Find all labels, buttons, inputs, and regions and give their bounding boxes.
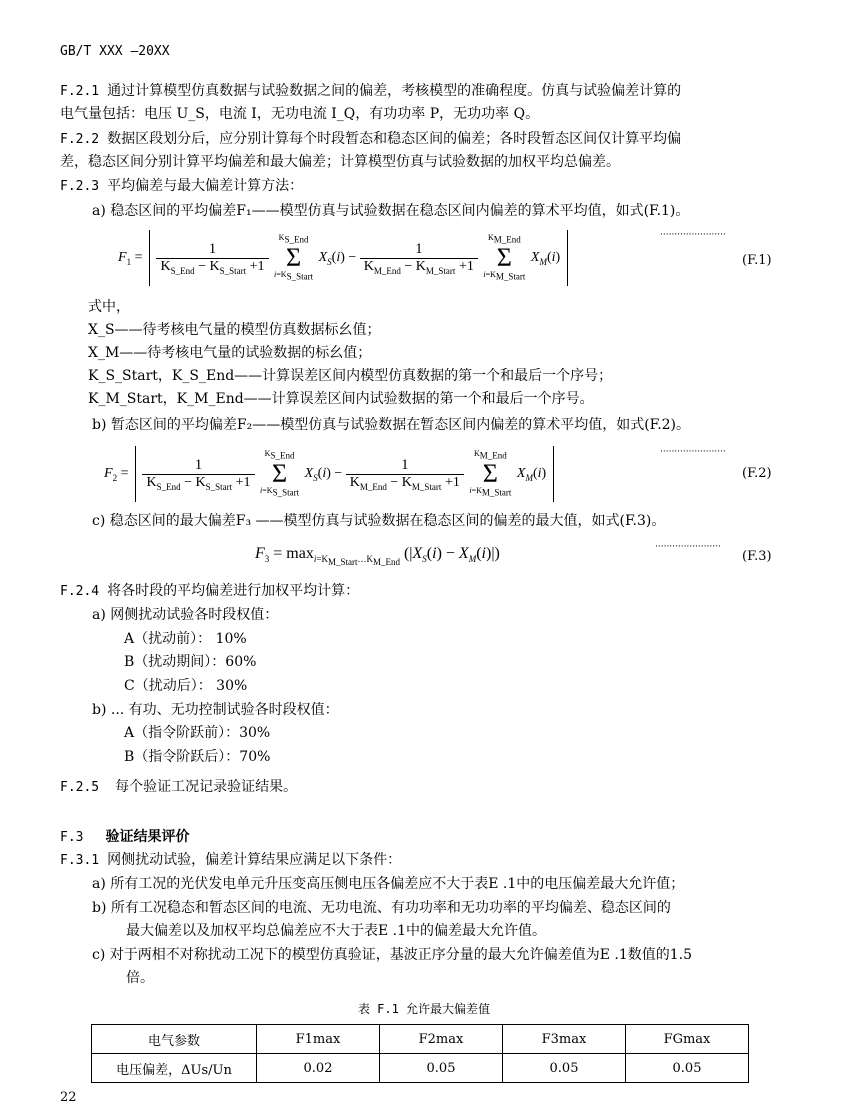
section-title: 平均偏差与最大偏差计算方法： xyxy=(107,178,304,194)
table-cell: 0.05 xyxy=(380,1054,503,1083)
section-f22 xyxy=(60,128,780,174)
section-f21 xyxy=(60,80,780,126)
dot-leader: ······················· xyxy=(655,542,721,552)
equation-number: (F.1) xyxy=(742,253,772,268)
section-number: F.3 xyxy=(60,830,84,845)
paragraph-text: 通过计算模型仿真数据与试验数据之间的偏差，考核模型的准确程度。仿真与试验偏差计算的 xyxy=(107,83,682,99)
equation-number: (F.2) xyxy=(742,466,772,481)
table-header-cell: F3max xyxy=(503,1025,626,1054)
section-number: F.3.1 xyxy=(60,853,100,868)
paragraph-text: 数据区段划分后，应分别计算每个时段暂态和稳态区间的偏差；各时段暂态区间仅计算平均偏 xyxy=(107,131,682,147)
where-line: K_S_Start，K_S_End——计算误差区间内模型仿真数据的第一个和最后一个序号； xyxy=(88,368,613,384)
weight-item: A（扰动前）： 10% xyxy=(124,631,247,647)
section-title: 将各时段的平均偏差进行加权平均计算： xyxy=(107,583,360,599)
table-header-cell: F2max xyxy=(380,1025,503,1054)
section-f23 xyxy=(60,175,780,198)
table-header-row xyxy=(92,1025,749,1054)
paragraph-text: 电气量包括：电压 U_S，电流 I，无功电流 I_Q，有功功率 P，无功功率 Q。 xyxy=(60,106,540,122)
weight-item: B（扰动期间）：60% xyxy=(124,654,257,670)
section-title: 每个验证工况记录验证结果。 xyxy=(115,779,298,795)
where-line: X_S——待考核电气量的模型仿真数据标幺值； xyxy=(88,322,381,338)
section-f25 xyxy=(60,776,780,799)
list-item-a: a) 所有工况的光伏发电单元升压变高压侧电压各偏差应不大于表E .1中的电压偏差最大允许值； xyxy=(92,876,685,892)
equation-f3: $F_3 = \max_{i=K_{M\_Start}\dots K_{M\_End}} (|X_S(i) - X_M(i)|)$ xyxy=(255,545,500,567)
section-number: F.2.3 xyxy=(60,179,100,194)
equation-f1: $F_1$ = $\frac{1}{K_{S\_End} - K_{S\_Start} +1}$ $K_{S\_End}$ Σ $i=K_{S\_Start}$ $X_S(i)$ − $\frac{1}{K_{M\_End} - K_{M\_Start} +1}$ $K_{M\_End}$ Σ $i=K_{M\_Start}$ $X_M(i)$ xyxy=(118,230,571,286)
section-title: 网侧扰动试验，偏差计算结果应满足以下条件： xyxy=(107,852,402,868)
list-item-b xyxy=(92,897,792,943)
list-line: c) 对于两相不对称扰动工况下的模型仿真验证，基波正序分量的最大允许偏差值为E .1数值的1.5 xyxy=(92,947,693,963)
list-line: 倍。 xyxy=(126,970,154,986)
section-number: F.2.4 xyxy=(60,584,100,599)
section-title: 验证结果评价 xyxy=(105,829,190,845)
list-line: b) 所有工况稳态和暂态区间的电流、无功电流、有功功率和无功功率的平均偏差、稳态区间的 xyxy=(92,900,671,916)
table-cell: 0.02 xyxy=(257,1054,380,1083)
section-number: F.2.2 xyxy=(60,132,100,147)
paragraph-text: 差，稳态区间分别计算平均偏差和最大偏差；计算模型仿真与试验数据的加权平均总偏差。 xyxy=(60,154,620,170)
section-f31 xyxy=(60,849,780,872)
section-number: F.2.1 xyxy=(60,84,100,99)
table-header-cell: F1max xyxy=(257,1025,380,1054)
where-intro: 式中， xyxy=(88,299,130,315)
deviation-table xyxy=(91,1024,749,1083)
list-item-b: b) 暂态区间的平均偏差F₂——模型仿真与试验数据在暂态区间内偏差的算术平均值，如式(F.2)。 xyxy=(92,417,691,433)
where-line: K_M_Start，K_M_End——计算误差区间内试验数据的第一个和最后一个序号。 xyxy=(88,391,594,407)
table-caption: 表 F.1 允许最大偏差值 xyxy=(357,1002,491,1016)
table-cell: 0.05 xyxy=(503,1054,626,1083)
list-item-a: a) 网侧扰动试验各时段权值： xyxy=(92,607,279,623)
section-number: F.2.5 xyxy=(60,780,100,795)
section-f24 xyxy=(60,580,780,603)
dot-leader: ······················· xyxy=(660,447,726,457)
weight-item: A（指令阶跃前）：30% xyxy=(124,725,271,741)
page-header: GB/T XXX —20XX xyxy=(60,44,170,59)
equation-f2: $F_2$ = $\frac{1}{K_{S\_End} - K_{S\_Start} +1}$ $K_{S\_End}$ Σ $i=K_{S\_Start}$ $X_S(i)$ − $\frac{1}{K_{M\_End} - K_{M\_Start} +1}$ $K_{M\_End}$ Σ $i=K_{M\_Start}$ $X_M(i)$ xyxy=(104,446,557,502)
table-cell: 电压偏差，ΔUs/Un xyxy=(92,1054,257,1083)
table-header-cell: FGmax xyxy=(626,1025,749,1054)
equation-number: (F.3) xyxy=(742,549,772,564)
list-item-c xyxy=(92,944,792,990)
table-header-cell: 电气参数 xyxy=(92,1025,257,1054)
weight-item: C（扰动后）： 30% xyxy=(124,678,248,694)
table-row xyxy=(92,1054,749,1083)
dot-leader: ······················· xyxy=(660,230,726,240)
weight-item: B（指令阶跃后）：70% xyxy=(124,749,271,765)
section-f3 xyxy=(60,826,780,849)
where-block xyxy=(88,296,808,411)
list-item-c: c) 稳态区间的最大偏差F₃ ——模型仿真与试验数据在稳态区间的偏差的最大值，如式(F.3)。 xyxy=(92,513,666,529)
page-number: 22 xyxy=(60,1090,77,1105)
where-line: X_M——待考核电气量的试验数据的标幺值； xyxy=(88,345,372,361)
table-cell: 0.05 xyxy=(626,1054,749,1083)
list-item-b: b) ... 有功、无功控制试验各时段权值： xyxy=(92,702,339,718)
list-item-a: a) 稳态区间的平均偏差F₁——模型仿真与试验数据在稳态区间内偏差的算术平均值，如式(F.1)。 xyxy=(92,203,690,219)
list-line: 最大偏差以及加权平均总偏差应不大于表E .1中的偏差最大允许值。 xyxy=(126,923,547,939)
